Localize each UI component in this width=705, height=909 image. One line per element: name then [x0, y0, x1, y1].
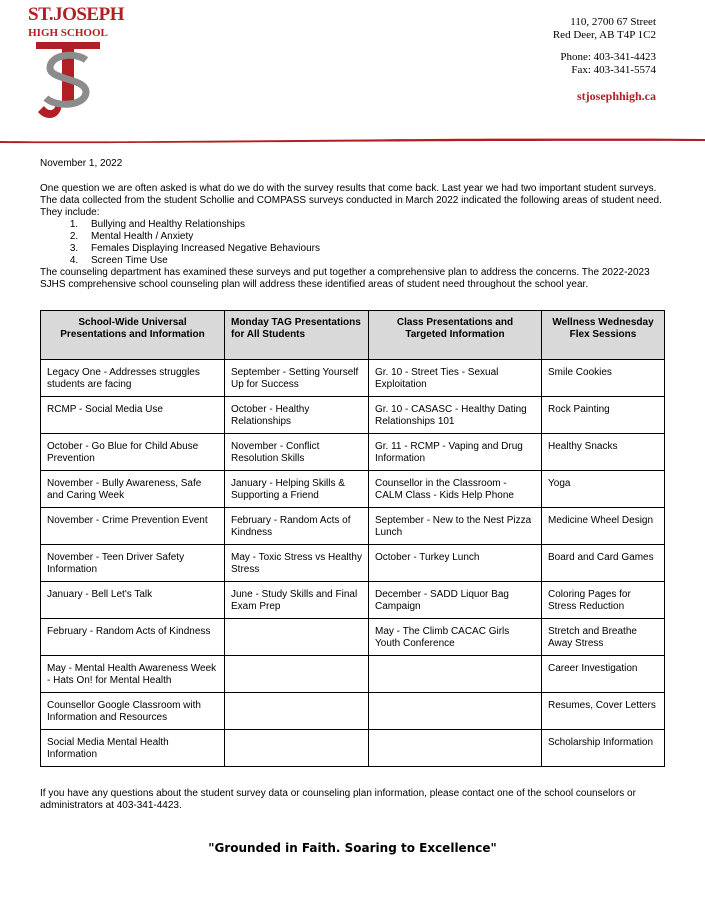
- closing-paragraph: If you have any questions about the student survey data or counseling plan information, please contact one of the school counselors or administrators at 403-341-4423.: [40, 788, 636, 811]
- table-cell: Smile Cookies: [542, 360, 665, 397]
- school-logo: [28, 4, 124, 126]
- table-cell: October - Go Blue for Child Abuse Prevention: [41, 434, 225, 471]
- table-cell: November - Conflict Resolution Skills: [225, 434, 369, 471]
- list-item: 3. Females Displaying Increased Negative Behaviours: [81, 243, 665, 255]
- fax-number: Fax: 403-341-5574: [571, 64, 656, 76]
- letter-body: [40, 158, 665, 291]
- address-line2: Red Deer, AB T4P 1C2: [552, 29, 656, 41]
- table-row: [41, 693, 665, 730]
- table-cell: September - Setting Yourself Up for Success: [225, 360, 369, 397]
- sj-monogram-icon: [32, 40, 104, 126]
- table-row: [41, 360, 665, 397]
- table-cell: November - Crime Prevention Event: [41, 508, 225, 545]
- table-cell: Social Media Mental Health Information: [41, 730, 225, 767]
- table-cell: Rock Painting: [542, 397, 665, 434]
- student-needs-list: [40, 219, 665, 267]
- table-cell: Coloring Pages for Stress Reduction: [542, 582, 665, 619]
- counseling-plan-table: [40, 310, 665, 767]
- header-divider: [0, 136, 705, 144]
- table-cell: Medicine Wheel Design: [542, 508, 665, 545]
- column-header: School-Wide Universal Presentations and Information: [41, 311, 225, 360]
- table-row: [41, 656, 665, 693]
- phone-number: Phone: 403-341-4423: [560, 51, 656, 63]
- table-cell: October - Healthy Relationships: [225, 397, 369, 434]
- table-row: [41, 434, 665, 471]
- table-cell: Gr. 11 - RCMP - Vaping and Drug Information: [369, 434, 542, 471]
- table-cell: Yoga: [542, 471, 665, 508]
- table-cell: November - Teen Driver Safety Information: [41, 545, 225, 582]
- table-cell: Legacy One - Addresses struggles students are facing: [41, 360, 225, 397]
- table-cell: [369, 656, 542, 693]
- table-cell: Gr. 10 - Street Ties - Sexual Exploitation: [369, 360, 542, 397]
- table-cell: [369, 693, 542, 730]
- table-row: [41, 508, 665, 545]
- school-name-line1: ST.JOSEPH: [28, 4, 124, 25]
- table-cell: Resumes, Cover Letters: [542, 693, 665, 730]
- table-row: [41, 730, 665, 767]
- school-contact-block: [553, 16, 656, 103]
- table-row: [41, 582, 665, 619]
- table-cell: May - Toxic Stress vs Healthy Stress: [225, 545, 369, 582]
- table-cell: September - New to the Nest Pizza Lunch: [369, 508, 542, 545]
- table-cell: Gr. 10 - CASASC - Healthy Dating Relationships 101: [369, 397, 542, 434]
- table-cell: [225, 730, 369, 767]
- table-cell: December - SADD Liquor Bag Campaign: [369, 582, 542, 619]
- intro-paragraph: One question we are often asked is what do we do with the survey results that come back. Last year we had two important student surveys. The data collected from the student Schollie and COMPASS surveys conducted in March 2022 indicated the following areas of student need. They include:: [40, 183, 662, 218]
- table-cell: February - Random Acts of Kindness: [225, 508, 369, 545]
- table-cell: Stretch and Breathe Away Stress: [542, 619, 665, 656]
- website-link[interactable]: stjosephhigh.ca: [576, 89, 656, 103]
- table-header-row: [41, 311, 665, 360]
- column-header: Wellness Wednesday Flex Sessions: [542, 311, 665, 360]
- table-cell: Board and Card Games: [542, 545, 665, 582]
- table-cell: January - Helping Skills & Supporting a Friend: [225, 471, 369, 508]
- column-header: Class Presentations and Targeted Information: [369, 311, 542, 360]
- table-cell: [225, 656, 369, 693]
- table-body: [41, 360, 665, 767]
- address-line1: 110, 2700 67 Street: [570, 16, 656, 28]
- table-cell: January - Bell Let's Talk: [41, 582, 225, 619]
- table-cell: Scholarship Information: [542, 730, 665, 767]
- table-cell: June - Study Skills and Final Exam Prep: [225, 582, 369, 619]
- table-cell: Counsellor in the Classroom - CALM Class - Kids Help Phone: [369, 471, 542, 508]
- letter-date: November 1, 2022: [40, 158, 123, 169]
- table-cell: May - Mental Health Awareness Week - Hats On! for Mental Health: [41, 656, 225, 693]
- table-cell: October - Turkey Lunch: [369, 545, 542, 582]
- school-motto: "Grounded in Faith. Soaring to Excellence": [208, 841, 497, 855]
- table-row: [41, 397, 665, 434]
- school-name-line2: HIGH SCHOOL: [28, 27, 108, 39]
- table-cell: May - The Climb CACAC Girls Youth Conference: [369, 619, 542, 656]
- table-cell: November - Bully Awareness, Safe and Caring Week: [41, 471, 225, 508]
- table-cell: Career Investigation: [542, 656, 665, 693]
- table-row: [41, 471, 665, 508]
- table-cell: Healthy Snacks: [542, 434, 665, 471]
- column-header: Monday TAG Presentations for All Students: [225, 311, 369, 360]
- table-cell: RCMP - Social Media Use: [41, 397, 225, 434]
- summary-paragraph: The counseling department has examined these surveys and put together a comprehensive plan to address the concerns. The 2022-2023 SJHS comprehensive school counseling plan will address these identified areas of student need throughout the school year.: [40, 267, 650, 290]
- table-cell: [225, 619, 369, 656]
- table-cell: February - Random Acts of Kindness: [41, 619, 225, 656]
- list-item: 1. Bullying and Healthy Relationships: [81, 219, 665, 231]
- table-row: [41, 545, 665, 582]
- table-cell: [225, 693, 369, 730]
- list-item: 4. Screen Time Use: [81, 255, 665, 267]
- table-cell: [369, 730, 542, 767]
- table-row: [41, 619, 665, 656]
- table-cell: Counsellor Google Classroom with Information and Resources: [41, 693, 225, 730]
- list-item: 2. Mental Health / Anxiety: [81, 231, 665, 243]
